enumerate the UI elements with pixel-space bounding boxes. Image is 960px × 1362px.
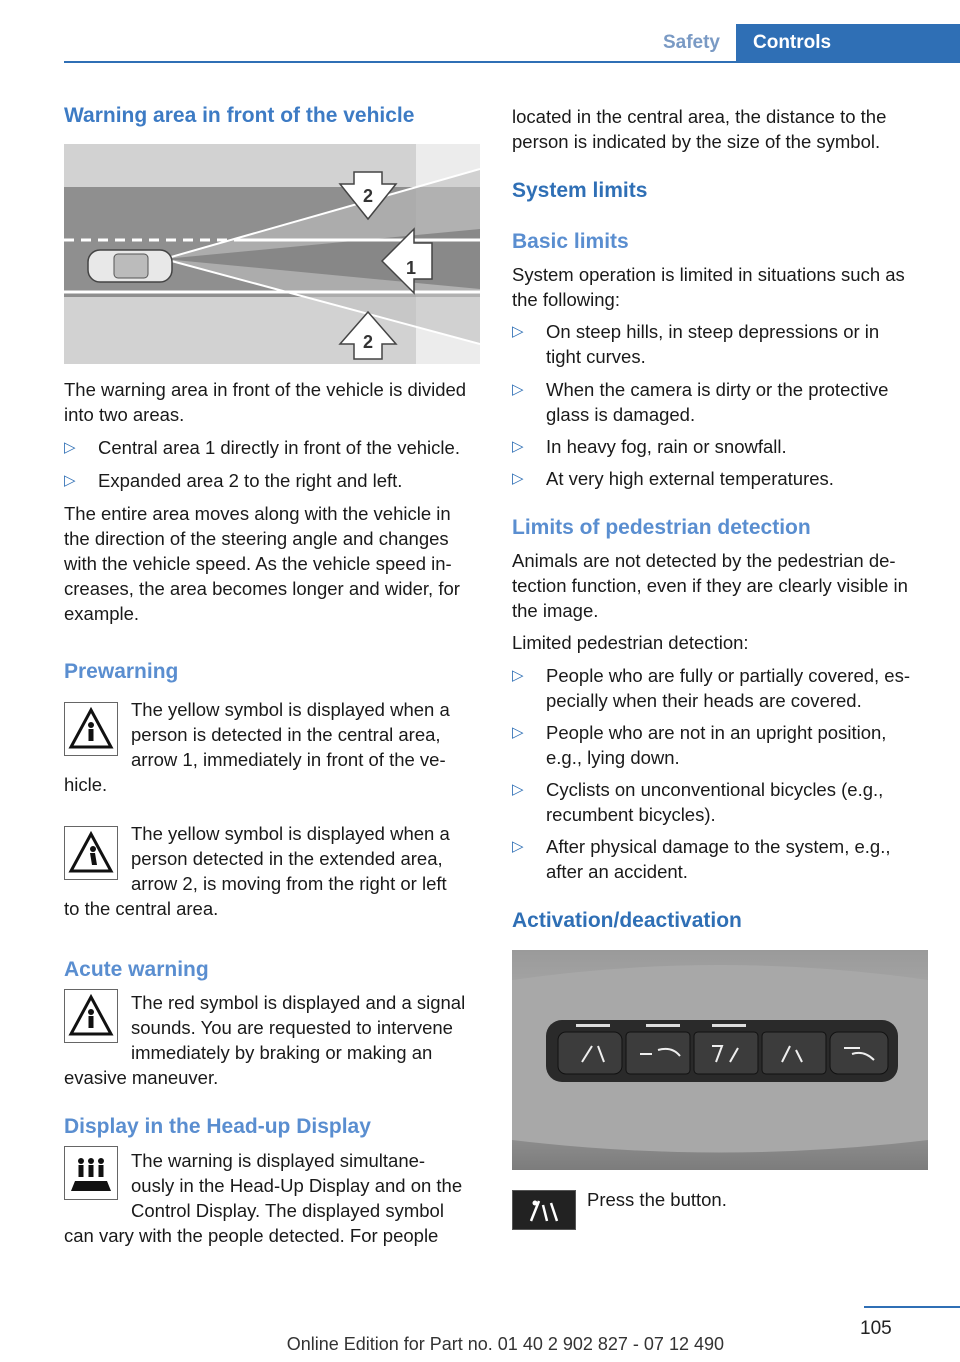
bullet-triangle-icon: ▷: [512, 381, 524, 398]
basic-limits-title: Basic limits: [512, 230, 629, 253]
tab-controls[interactable]: Controls: [736, 24, 960, 61]
prewarning-1-line: The yellow symbol is displayed when a: [131, 699, 450, 720]
header-rule: [64, 61, 960, 63]
warning-area-diagram: [64, 144, 480, 364]
ped-intro-line: tection function, even if they are clearly visible in: [512, 575, 908, 596]
list-item: ▷ When the camera is dirty or the protective glass is damaged.: [512, 379, 889, 425]
list-item: ▷ People who are fully or partially covered, es- pecially when their heads are covered.: [512, 665, 911, 711]
svg-text:2: 2: [362, 186, 374, 206]
list-item: ▷ People who are not in an upright position, e.g., lying down.: [512, 722, 887, 768]
ped-intro-line: Animals are not detected by the pedestrian de-: [512, 550, 896, 571]
acute-line: evasive maneuver.: [64, 1067, 219, 1088]
list-item: ▷ Expanded area 2 to the right and left.: [64, 470, 403, 491]
list-item: ▷ Cyclists on unconventional bicycles (e.g., recumbent bicycles).: [512, 779, 884, 825]
acute-warning-title: Acute warning: [64, 958, 209, 981]
paragraph-line: with the vehicle speed. As the vehicle speed in-: [64, 553, 452, 574]
pedestrian-limits-title: Limits of pedestrian detection: [512, 516, 811, 539]
list-item: ▷ After physical damage to the system, e.g., after an accident.: [512, 836, 891, 882]
hud-people-icon: [64, 1146, 118, 1200]
prewarning-1-line: arrow 1, immediately in front of the ve-: [131, 749, 446, 770]
basic-intro-line: System operation is limited in situations such as: [512, 264, 905, 285]
bullet-triangle-icon: ▷: [512, 470, 524, 487]
list-item: ▷ At very high external temperatures.: [512, 468, 834, 489]
prewarning-title: Prewarning: [64, 660, 179, 683]
footer-rule: [864, 1306, 960, 1308]
hud-title: Display in the Head-up Display: [64, 1115, 371, 1138]
ped-limited-label: Limited pedestrian detection:: [512, 632, 749, 653]
button-panel-photo: [512, 950, 928, 1170]
acute-line: The red symbol is displayed and a signal: [131, 992, 466, 1013]
list-item: ▷ Central area 1 directly in front of the vehicle.: [64, 437, 460, 458]
intro-line-2: into two areas.: [64, 404, 185, 425]
acute-warning-icon: [64, 989, 118, 1043]
pedestrian-extended-warning-icon: [64, 826, 118, 880]
acute-line: sounds. You are requested to intervene: [131, 1017, 453, 1038]
bullet-triangle-icon: ▷: [64, 472, 76, 489]
ped-intro-line: the image.: [512, 600, 599, 621]
prewarning-1-line: hicle.: [64, 774, 108, 795]
svg-text:1: 1: [405, 258, 417, 278]
paragraph-line: example.: [64, 603, 140, 624]
bullet-triangle-icon: ▷: [512, 781, 524, 798]
list-item: ▷ In heavy fog, rain or snowfall.: [512, 436, 787, 457]
paragraph-line: creases, the area becomes longer and wider, for: [64, 578, 460, 599]
night-vision-button-icon[interactable]: [512, 1190, 576, 1230]
prewarning-1-line: person is detected in the central area,: [131, 724, 441, 745]
bullet-triangle-icon: ▷: [512, 838, 524, 855]
bullet-triangle-icon: ▷: [512, 667, 524, 684]
hud-line: The warning is displayed simultane-: [131, 1150, 426, 1171]
bullet-triangle-icon: ▷: [512, 323, 524, 340]
prewarning-2-line: to the central area.: [64, 898, 219, 919]
hud-line: can vary with the people detected. For people: [64, 1225, 439, 1246]
list-item: ▷ On steep hills, in steep depressions or in tight curves.: [512, 321, 880, 367]
intro-line-1: The warning area in front of the vehicle is divided: [64, 379, 467, 400]
pedestrian-warning-icon: [64, 702, 118, 756]
prewarning-2-line: person detected in the extended area,: [131, 848, 443, 869]
basic-intro-line: the following:: [512, 289, 620, 310]
continued-line: located in the central area, the distance to the: [512, 106, 887, 127]
acute-line: immediately by braking or making an: [131, 1042, 433, 1063]
continued-line: person is indicated by the size of the symbol.: [512, 131, 881, 152]
press-button-text: Press the button.: [587, 1189, 727, 1210]
activation-title: Activation/deactivation: [512, 909, 742, 932]
bullet-triangle-icon: ▷: [512, 438, 524, 455]
paragraph-line: The entire area moves along with the vehicle in: [64, 503, 451, 524]
car-icon: [88, 250, 172, 282]
system-limits-title: System limits: [512, 179, 648, 202]
page-number: 105: [860, 1318, 892, 1339]
svg-text:2: 2: [362, 332, 374, 352]
prewarning-2-line: The yellow symbol is displayed when a: [131, 823, 450, 844]
paragraph-line: the direction of the steering angle and changes: [64, 528, 449, 549]
hud-line: ously in the Head-Up Display and on the: [131, 1175, 463, 1196]
bullet-triangle-icon: ▷: [64, 439, 76, 456]
bullet-triangle-icon: ▷: [512, 724, 524, 741]
hud-line: Control Display. The displayed symbol: [131, 1200, 444, 1221]
section-title-warning-area: Warning area in front of the vehicle: [64, 104, 415, 127]
tab-safety[interactable]: Safety: [662, 32, 720, 53]
edition-text: Online Edition for Part no. 01 40 2 902 827 - 07 12 490: [286, 1334, 724, 1354]
prewarning-2-line: arrow 2, is moving from the right or left: [131, 873, 447, 894]
